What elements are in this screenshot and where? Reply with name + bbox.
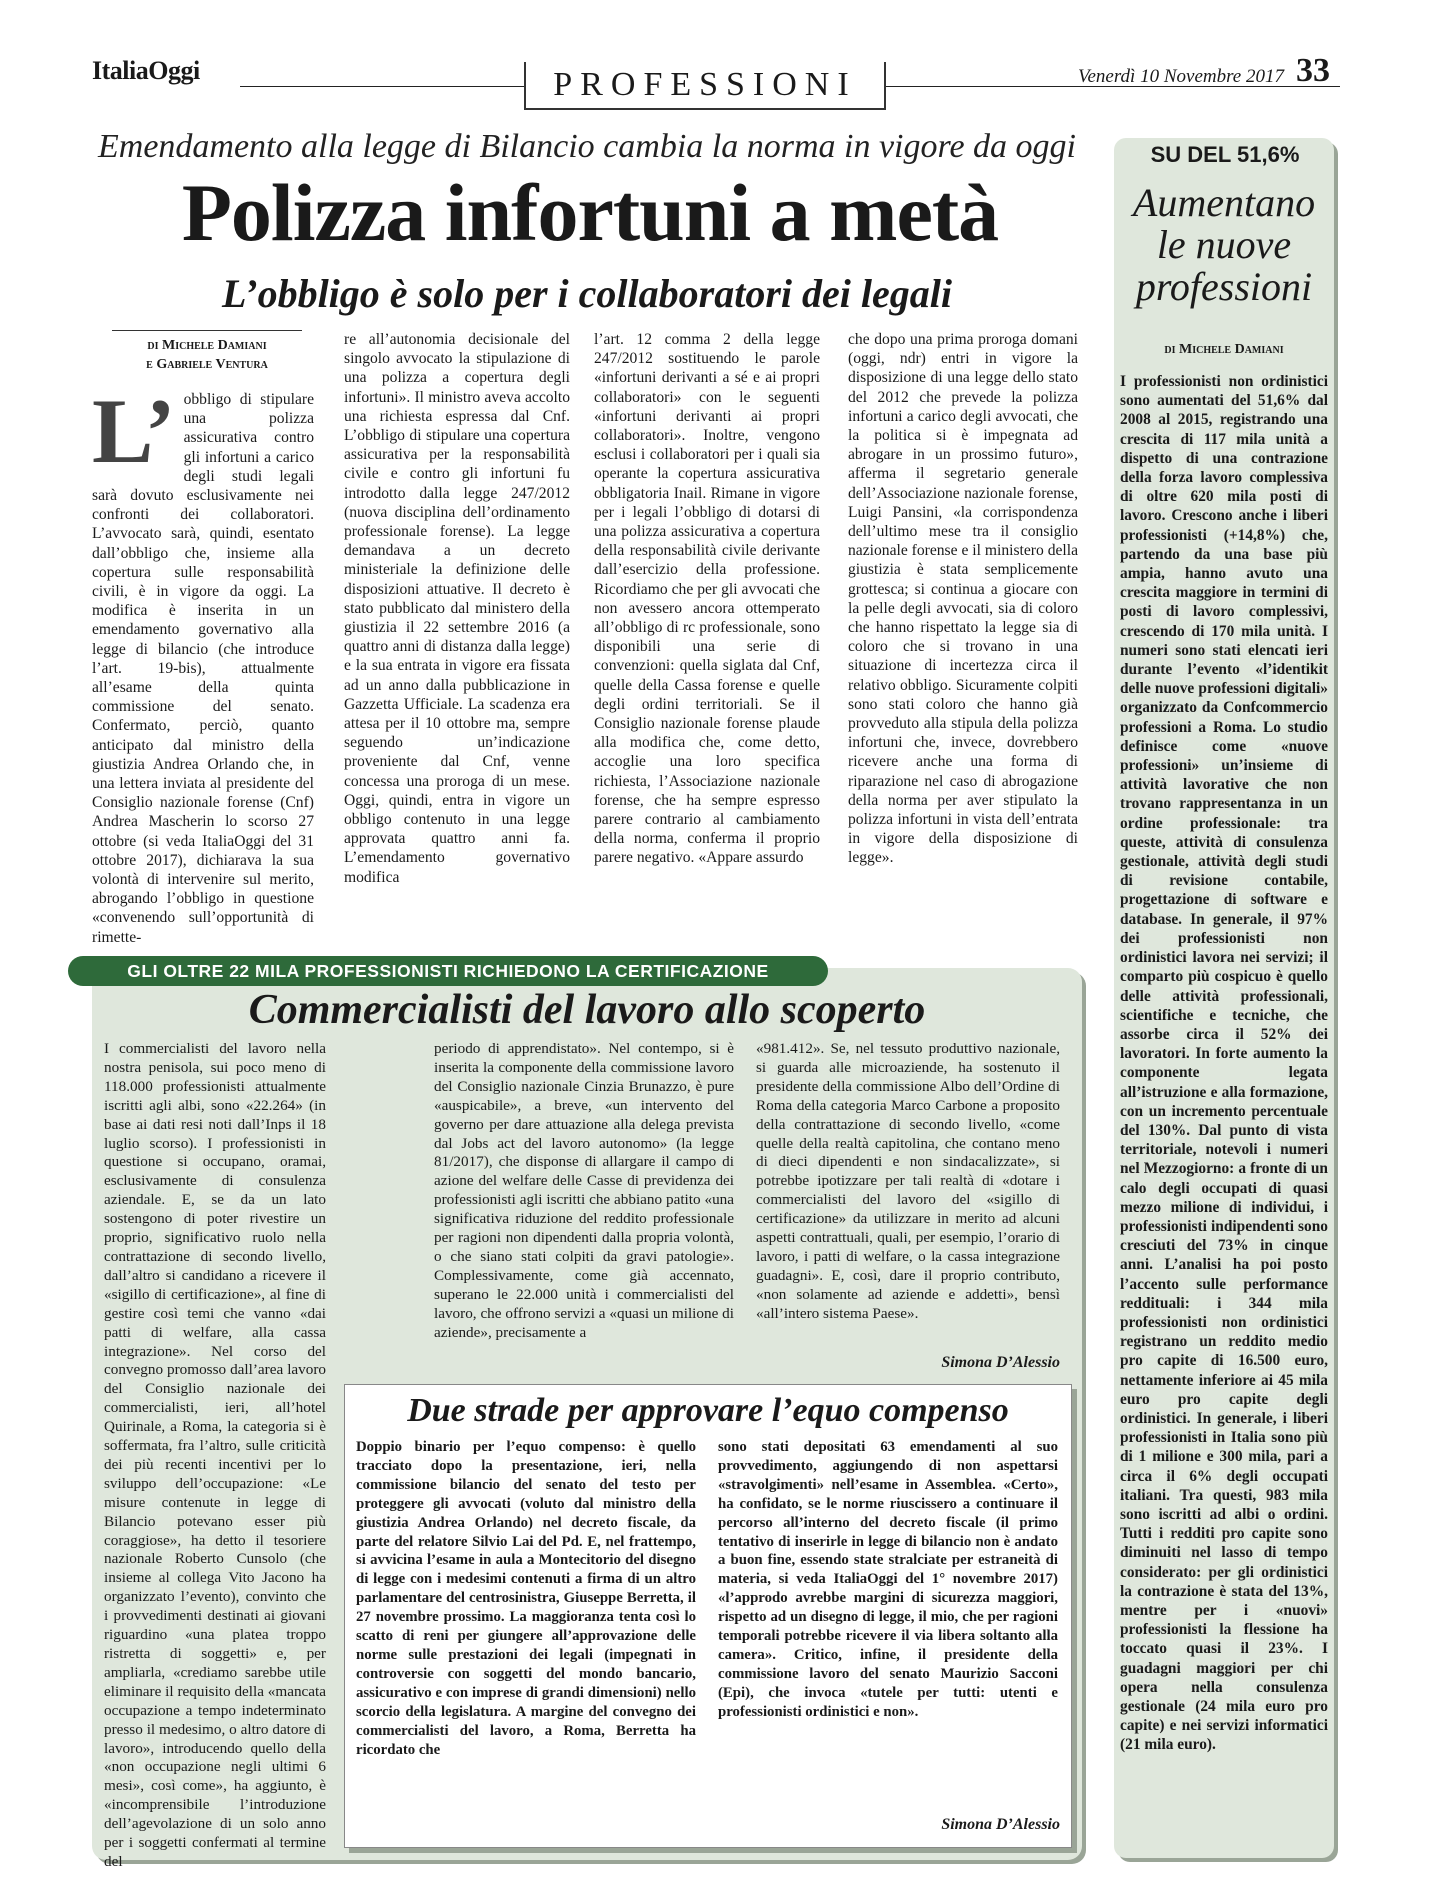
dropcap: L’ [92,380,176,482]
masthead-logo: ItaliaOggi [92,56,200,85]
section-title: PROFESSIONI [524,62,886,110]
byline-author-1: di Michele Damiani [147,338,267,353]
article-subhead: L’obbligo è solo per i collaboratori dei legali [222,271,952,316]
sidebar-tag: SU DEL 51,6% [1150,142,1300,167]
article-column-1-text: obbligo di stipulare una polizza assicurativa contro gli infortuni a carico degli studi legali sarà dovuto esclusivamente nei confronti dei collaboratori. L’avvocato sarà, quindi, esentato dall’obbligo che, insieme alla copertura sulle responsabilità civili, è in vigore da oggi. La modifica è inserita in un emendamento governativo alla legge di bilancio (che introduce l’art. 19-bis), attualmente all’esame della quinta commissione del senato. Confermato, perciò, quanto anticipato dal ministro della giustizia Andrea Orlando che, in una lettera inviata al presidente del Consiglio nazionale forense (Cnf) Andrea Mascherin lo scorso 27 ottobre (si veda ItaliaOggi del 31 ottobre 2017), dichiarava la sua volontà di intervenire sul merito, abrogando l’obbligo in questione «convenendo sull’opportunità di rimette- [92,391,314,946]
commercialisti-signature: Simona D’Alessio [941,1354,1060,1371]
commercialisti-column-3: «981.412». Se, nel tessuto produttivo nazionale, si guarda alle microaziende, ha sostenuto il presidente della commissione Albo dell’Ordine di Roma della categoria Marco Carbone a proposito della contrattazione di secondo livello, «come quelle della realtà capitolina, che contano meno di dieci dipendenti e non sindacalizzate», si potrebbe ipotizzare per tali realtà di «dotare i commercialisti del lavoro del «sigillo di certificazione» da utilizzare in merito ad alcuni aspetti contrattuali, quali, per esempio, l’orario di lavoro, i patti di welfare, o la cassa integrazione guadagni». E, così, dare il proprio contributo, «non solamente ad aziende e addetti», bensì «all’intero sistema Paese». [756,1040,1060,1322]
article-headline: Polizza infortuni a metà [181,167,999,258]
sidebar-title: Aumentano le nuove professioni [1132,180,1316,309]
issue-date: Venerdì 10 Novembre 2017 [1078,66,1284,87]
article-byline [112,336,302,374]
byline-rule [112,330,302,331]
sidebar-byline: di Michele Damiani [1164,342,1284,357]
page-number: 33 [1296,52,1330,89]
article-column-2: re all’autonomia decisionale del singolo avvocato la stipulazione di una polizza a copertura degli infortuni». Il ministro aveva accolto una richiesta espressa dal Cnf. L’obbligo di stipulare una copertura assicurativa per la responsabilità civile e contro gli infortuni fu introdotto dalla legge 247/2012 (nuova disciplina dell’ordinamento professionale forense). La legge demandava a un decreto ministeriale la definizione delle disposizioni attuative. Il decreto è stato pubblicato dal ministero della giustizia il 22 settembre 2016 (a quattro anni di distanza dalla legge) e la sua entrata in vigore era fissata ad un anno dalla pubblicazione in Gazzetta Ufficiale. La scadenza era attesa per il 10 ottobre ma, sempre seguendo un’indicazione proveniente dal Cnf, venne concessa una proroga di un mese. Oggi, quindi, entra in vigore un obbligo contenuto in una legge approvata quattro anni fa. L’emendamento governativo modifica [344,331,570,886]
equo-compenso-title: Due strade per approvare l’equo compenso [407,1392,1009,1429]
equo-compenso-signature: Simona D’Alessio [941,1816,1060,1833]
equo-compenso-column-2: sono stati depositati 63 emendamenti al suo provvedimento, aggiungendo di non aspettarsi «stravolgimenti» nell’esame in Assemblea. «Certo», ha confidato, se le norme riuscissero a continuare il percorso all’interno del decreto fiscale (il primo tentativo di inserirle in legge di bilancio non è andato a buon fine, essendo state stralciate per estraneità di materia, si veda ItaliaOggi del 1° novembre 2017) «l’approdo avrebbe margini di sicurezza maggiori, rispetto ad un disegno di legge, il mio, che per ragioni temporali potrebbe ricevere il via libera soltanto alla camera». Critico, infine, il presidente della commissione lavoro del senato Maurizio Sacconi (Epi), che invoca «tutele per tutti: utenti e professionisti ordinistici e non». [718,1439,1058,1720]
sidebar-body: I professionisti non ordinistici sono aumentati del 51,6% dal 2008 al 2015, registrando una crescita di 117 mila unità a dispetto di una contrazione della forza lavoro complessiva di oltre 620 mila posti di lavoro. Crescono anche i liberi professionisti (+14,8%) che, partendo da una base più ampia, hanno avuto una crescita maggiore in termini di posti di lavoro complessivi, crescendo di 170 mila unità. I numeri sono stati elencati ieri durante l’evento «l’identikit delle nuove professioni digitali» organizzato da Confcommercio professioni a Roma. Lo studio definisce come «nuove professioni» un’insieme di attività lavorative che non trovano rappresentanza in un ordine professionale: tra queste, attività di consulenza gestionale, attività degli studi di revisione contabile, progettazione di software e database. In generale, il 97% dei professionisti non ordinistici lavora nei servizi; il comparto più cospicuo è quello delle attività professionali, scientifiche e tecniche, che assorbe circa il 52% dei lavoratori. In forte aumento la componente legata all’istruzione e alla formazione, con un incremento percentuale del 130%. Dal punto di vista territoriale, notevoli i numeri nel Mezzogiorno: a fronte di un calo degli occupati di quasi mezzo milione di individui, i professionisti indipendenti sono cresciuti del 73% in cinque anni. L’analisi ha poi posto l’accento sulle performance reddituali: i 344 mila professionisti non ordinistici registrano un reddito medio pro capite di 16.500 euro, nettamente inferiore ai 45 mila euro pro capite degli ordinistici. In generale, i liberi professionisti in Italia sono più di 1 milione e 300 mila, pari a circa il 6% degli occupati italiani. Tra questi, 983 mila sono iscritti ad albi o ordini. Tutti i redditi pro capite sono diminuiti nel lasso di tempo considerato: per gli ordinistici la contrazione è stata del 13%, mentre per i «nuovi» professionisti la flessione ha toccato quasi il 23%. I guadagni maggiori per chi opera nella consulenza gestionale (24 mila euro pro capite) e nei servizi informatici (21 mila euro). [1120,373,1328,1754]
article-column-3: l’art. 12 comma 2 della legge 247/2012 sostituendo le parole «infortuni derivanti a sé e ai propri collaboratori» con le seguenti «infortuni derivanti ai propri collaboratori». Inoltre, vengono esclusi i collaboratori per i quali sia operante la copertura assicurativa obbligatoria Inail. Rimane in vigore per i legali l’obbligo di dotarsi di una polizza assicurativa a copertura della responsabilità civile derivante dall’esercizio della professione. Ricordiamo che per gli avvocati che non avessero ancora ottemperato all’obbligo di rc professionale, sono disponibili una serie di convenzioni: quella siglata dal Cnf, quelle della Cassa forense e quelle degli ordini territoriali. Se il Consiglio nazionale forense plaude alla modifica che, come detto, accoglie una loro specifica richiesta, l’Associazione nazionale forense, che ha sempre espresso parere contrario al cambiamento della norma, conferma il proprio parere negativo. «Appare assurdo [594,331,820,867]
article-column-1 [92,380,314,946]
commercialisti-column-2: periodo di apprendistato». Nel contempo, si è inserita la componente della commissione lavoro del Consiglio nazionale Cinzia Brunazzo, è pure «auspicabile», a breve, «un intervento del governo per dare attuazione alla delega prevista dal Jobs act del lavoro autonomo» (la legge 81/2017), che disponse di allargare il campo di azione del welfare delle Casse di previdenza dei professionisti agli iscritti che abbiano patito «una significativa riduzione del reddito professionale per ragioni non dipendenti dalla propria volontà, o che siano stati colpiti da gravi patologie». Complessivamente, come già accennato, superano le 22.000 unità i commercialisti del lavoro, che offrono servizi a «quasi un milione di aziende», precisamente a [434,1040,734,1341]
commercialisti-column-1: I commercialisti del lavoro nella nostra penisola, sui poco meno di 118.000 professionisti attualmente iscritti agli albi, sono «22.264» (in base ai dati resi noti dall’Inps il 18 luglio scorso). I professionisti in questione si occupano, oramai, esclusivamente di consulenza aziendale. E, se da un lato sostengono di poter rivestire un proprio, significativo ruolo nella contrattazione di secondo livello, dall’altro si candidano a ricevere il «sigillo di certificazione», al fine di gestire così temi che vanno «dai patti di welfare, alla cassa integrazione». Nel corso del convegno promosso dall’area lavoro del Consiglio nazionale dei commercialisti, ieri, all’hotel Quirinale, a Roma, la categoria si è soffermata, fra l’altro, sulle criticità dei più recenti incentivi per lo sviluppo dell’occupazione: «Le misure contenute in legge di Bilancio potevano esser più coraggiose», ha detto il tesoriere nazionale Roberto Cunsolo (che insieme al collega Vito Jacono ha organizzato l’evento), convinto che i provvedimenti destinati ai giovani riguardino «una platea troppo ristretta di soggetti» e, per ampliarla, «crediamo sarebbe utile eliminare il requisito della «mancata occupazione a tempo indeterminato presso il medesimo, o altro datore di lavoro», introducendo quello della «non occupazione negli ultimi 6 mesi», così come», ha aggiunto, è «incomprensibile l’introduzione dell’agevolazione di un solo anno per i soggetti confermati al termine del [104,1040,326,1870]
article-column-4: che dopo una prima proroga domani (oggi, ndr) entri in vigore la disposizione di una legge dello stato del 2012 che prevede la polizza infortuni a carico degli avvocati, che la politica si è impegnata ad abrogare in un prossimo futuro», afferma il segretario generale dell’Associazione nazionale forense, Luigi Pansini, «la corrispondenza dell’ultimo mese tra il consiglio nazionale forense e il ministero della giustizia è stata semplicemente grottesca; si continua a giocare con la pelle degli avvocati, sia di coloro che hanno rispettato la legge sia di coloro che si trovano in una situazione di incertezza circa il relativo obbligo. Sicuramente colpiti sono stati coloro che hanno già provveduto alla stipula della polizza infortuni che, invece, dovrebbero ricevere anche una forma di riparazione nel caso di abrogazione della norma per aver stipulato la polizza infortuni in vista dell’entrata in vigore della disposizione di legge». [848,331,1078,867]
commercialisti-tag: GLI OLTRE 22 MILA PROFESSIONISTI RICHIEDONO LA CERTIFICAZIONE [68,956,828,986]
equo-compenso-column-1: Doppio binario per l’equo compenso: è quello tracciato dopo la presentazione, ieri, nella commissione bilancio del senato del testo per proteggere gli avvocati (voluto dal ministro della giustizia Andrea Orlando) nel decreto fiscale, da parte del relatore Silvio Lai del Pd. E, nel frattempo, si avvicina l’esame in aula a Montecitorio del disegno di legge con i medesimi contenuti a firma di un altro parlamentare del centrosinistra, Giuseppe Berretta, il 27 novembre prossimo. La maggioranza tenta così lo scatto di reni per giungere all’approvazione delle norme sulle prestazioni dei legali (impegnati in controversie con soggetti del mondo bancario, assicurativo e con imprese di grandi dimensioni) nello scorcio della legislatura. A margine del convegno dei commercialisti del lavoro, a Roma, Berretta ha ricordato che [356,1439,696,1758]
commercialisti-title: Commercialisti del lavoro allo scoperto [248,987,926,1033]
byline-author-2: e Gabriele Ventura [146,357,268,372]
article-kicker: Emendamento alla legge di Bilancio cambia la norma in vigore da oggi [98,128,1076,165]
